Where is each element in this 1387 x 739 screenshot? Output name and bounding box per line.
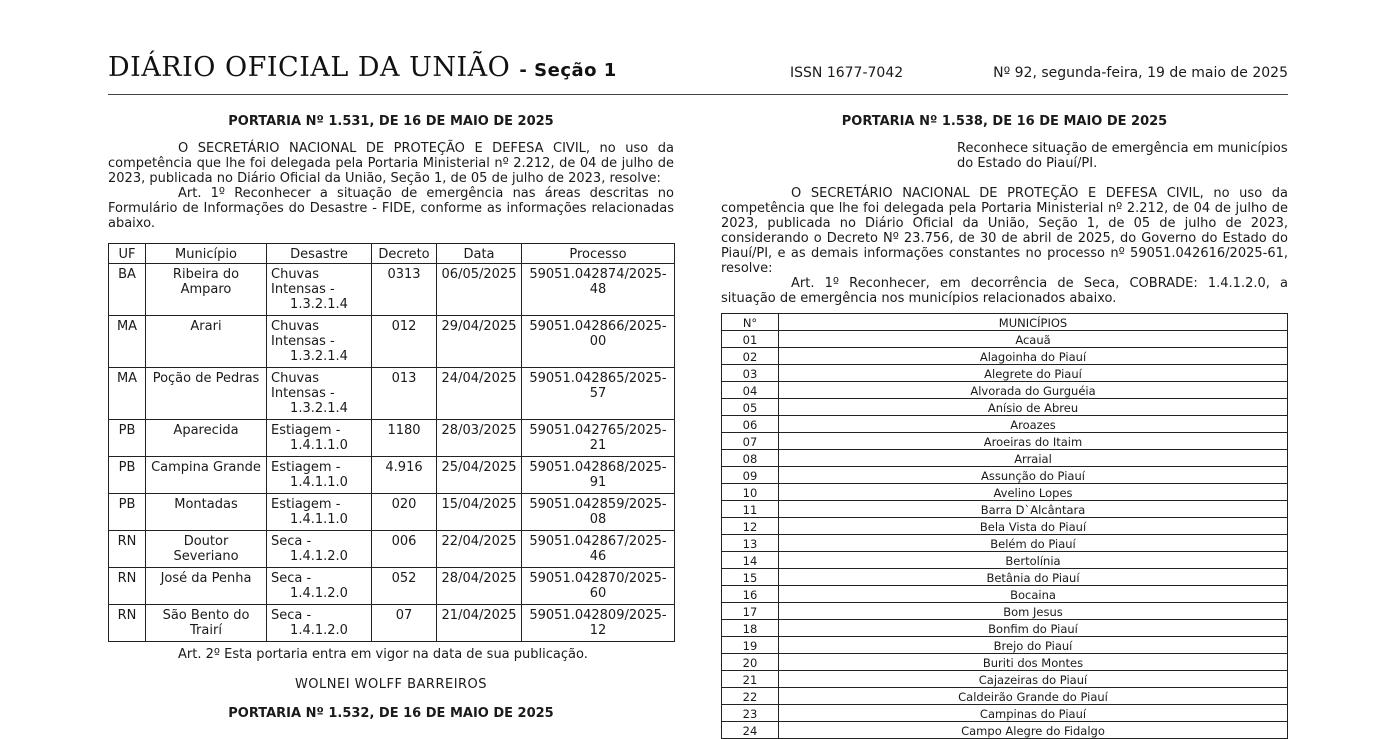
municipio-cell: Cajazeiras do Piauí xyxy=(779,671,1288,688)
left-column xyxy=(108,114,674,733)
municipio-cell: Aroazes xyxy=(779,416,1288,433)
number-cell: 08 xyxy=(722,450,779,467)
table-body xyxy=(722,331,1288,739)
masthead xyxy=(108,52,1288,95)
cobrade-code: 1.4.1.2.0 xyxy=(290,586,348,601)
ementa: Reconhece situação de emergência em municípios do Estado do Piauí/PI. xyxy=(957,141,1288,171)
portaria-title: PORTARIA Nº 1.531, DE 16 DE MAIO DE 2025 xyxy=(228,114,554,129)
processo-cell: 59051.042866/2025-00 xyxy=(522,316,675,368)
uf-cell: PB xyxy=(109,494,146,531)
table-row xyxy=(109,316,675,368)
number-cell: 05 xyxy=(722,399,779,416)
municipio-cell: Arraial xyxy=(779,450,1288,467)
desastre-type: Estiagem - xyxy=(271,497,341,512)
processo-cell: 59051.042765/2025-21 xyxy=(522,420,675,457)
cobrade-code: 1.4.1.2.0 xyxy=(290,549,348,564)
municipio-cell: Barra D`Alcântara xyxy=(779,501,1288,518)
column-header: MUNICÍPIOS xyxy=(779,314,1288,331)
decreto-cell: 020 xyxy=(372,494,437,531)
municipio-cell: Betânia do Piauí xyxy=(779,569,1288,586)
cobrade-code: 1.3.2.1.4 xyxy=(290,297,348,312)
data-cell: 06/05/2025 xyxy=(437,264,522,316)
number-cell: 11 xyxy=(722,501,779,518)
number-cell: 19 xyxy=(722,637,779,654)
table-row xyxy=(722,620,1288,637)
number-cell: 15 xyxy=(722,569,779,586)
number-cell: 22 xyxy=(722,688,779,705)
number-cell: 20 xyxy=(722,654,779,671)
municipio-cell: Campina Grande xyxy=(146,457,267,494)
portaria-title: PORTARIA Nº 1.538, DE 16 DE MAIO DE 2025 xyxy=(841,114,1168,129)
cobrade-code: 1.3.2.1.4 xyxy=(290,349,348,364)
column-header: Data xyxy=(437,244,522,264)
table-row xyxy=(722,416,1288,433)
table-row xyxy=(722,382,1288,399)
number-cell: 02 xyxy=(722,348,779,365)
edition-date: Nº 92, segunda-feira, 19 de maio de 2025 xyxy=(993,65,1288,81)
table-row xyxy=(722,552,1288,569)
municipio-cell: Bocaina xyxy=(779,586,1288,603)
number-cell: 24 xyxy=(722,722,779,739)
decreto-cell: 006 xyxy=(372,531,437,568)
table-row xyxy=(109,368,675,420)
data-cell: 15/04/2025 xyxy=(437,494,522,531)
decreto-cell: 013 xyxy=(372,368,437,420)
cobrade-code: 1.4.1.1.0 xyxy=(290,475,348,490)
table-row xyxy=(109,568,675,605)
number-cell: 14 xyxy=(722,552,779,569)
table-row xyxy=(722,705,1288,722)
municipio-cell: Montadas xyxy=(146,494,267,531)
desastre-type: Seca - xyxy=(271,534,312,549)
desastre-type: Seca - xyxy=(271,608,312,623)
municipio-cell: Doutor Severiano xyxy=(146,531,267,568)
processo-cell: 59051.042859/2025-08 xyxy=(522,494,675,531)
municipio-cell: Caldeirão Grande do Piauí xyxy=(779,688,1288,705)
cobrade-code: 1.4.1.2.0 xyxy=(290,623,348,638)
decreto-cell: 012 xyxy=(372,316,437,368)
decreto-cell: 052 xyxy=(372,568,437,605)
article-1: Art. 1º Reconhecer, em decorrência de Seca, COBRADE: 1.4.1.2.0, a situação de emergência nos municípios relacionados abaixo. xyxy=(721,276,1288,306)
table-row xyxy=(722,467,1288,484)
municipio-cell: Campinas do Piauí xyxy=(779,705,1288,722)
desastre-type: Chuvas Intensas - xyxy=(271,319,335,349)
municipio-cell: Avelino Lopes xyxy=(779,484,1288,501)
table-row xyxy=(722,671,1288,688)
desastre-cell xyxy=(267,368,372,420)
table-row xyxy=(722,433,1288,450)
column-header: UF xyxy=(109,244,146,264)
cobrade-code: 1.3.2.1.4 xyxy=(290,401,348,416)
decreto-cell: 4.916 xyxy=(372,457,437,494)
processo-cell: 59051.042874/2025-48 xyxy=(522,264,675,316)
number-cell: 23 xyxy=(722,705,779,722)
number-cell: 16 xyxy=(722,586,779,603)
column-header: Decreto xyxy=(372,244,437,264)
desastre-type: Chuvas Intensas - xyxy=(271,267,335,297)
uf-cell: MA xyxy=(109,316,146,368)
table-row xyxy=(109,494,675,531)
desastre-type: Chuvas Intensas - xyxy=(271,371,335,401)
newspaper-title: DIÁRIO OFICIAL DA UNIÃO xyxy=(108,52,511,83)
number-cell: 06 xyxy=(722,416,779,433)
municipio-cell: Ribeira do Amparo xyxy=(146,264,267,316)
column-header: Desastre xyxy=(267,244,372,264)
table-row xyxy=(722,450,1288,467)
desastre-cell xyxy=(267,605,372,642)
issn: ISSN 1677-7042 xyxy=(790,65,904,81)
municipio-cell: Acauã xyxy=(779,331,1288,348)
uf-cell: BA xyxy=(109,264,146,316)
municipio-cell: Poção de Pedras xyxy=(146,368,267,420)
preamble: O SECRETÁRIO NACIONAL DE PROTEÇÃO E DEFESA CIVIL, no uso da competência que lhe foi delegada pela Portaria Ministerial nº 2.212, de 04 de julho de 2023, publicada no Diário Oficial da União, Seção 1, de 05 de julho de 2023, considerando o Decreto Nº 23.756, de 30 de abril de 2025, do Governo do Estado do Piauí/PI, e as demais informações constantes no processo nº 59051.042616/2025-61, resolve: xyxy=(721,186,1288,276)
table-row xyxy=(722,501,1288,518)
desastre-cell xyxy=(267,264,372,316)
number-cell: 10 xyxy=(722,484,779,501)
desastre-cell xyxy=(267,316,372,368)
desastre-type: Estiagem - xyxy=(271,460,341,475)
table-row xyxy=(722,637,1288,654)
number-cell: 03 xyxy=(722,365,779,382)
data-cell: 28/03/2025 xyxy=(437,420,522,457)
preamble: O SECRETÁRIO NACIONAL DE PROTEÇÃO E DEFESA CIVIL, no uso da competência que lhe foi delegada pela Portaria Ministerial nº 2.212, de 04 de julho de 2023, publicada no Diário Oficial da União, Seção 1, de 05 de julho de 2023, resolve: xyxy=(108,141,674,186)
table-row xyxy=(722,518,1288,535)
uf-cell: RN xyxy=(109,568,146,605)
table-row xyxy=(722,569,1288,586)
municipio-cell: Campo Alegre do Fidalgo xyxy=(779,722,1288,739)
article-2: Art. 2º Esta portaria entra em vigor na data de sua publicação. xyxy=(178,647,588,662)
number-cell: 17 xyxy=(722,603,779,620)
table-row xyxy=(109,531,675,568)
cobrade-code: 1.4.1.1.0 xyxy=(290,438,348,453)
number-cell: 21 xyxy=(722,671,779,688)
municipio-cell: Anísio de Abreu xyxy=(779,399,1288,416)
desastre-cell xyxy=(267,531,372,568)
municipio-cell: Bom Jesus xyxy=(779,603,1288,620)
data-cell: 22/04/2025 xyxy=(437,531,522,568)
number-cell: 07 xyxy=(722,433,779,450)
section-label: - Seção 1 xyxy=(519,60,617,81)
table-header-row xyxy=(722,314,1288,331)
municipio-cell: Aparecida xyxy=(146,420,267,457)
number-cell: 01 xyxy=(722,331,779,348)
column-header: Processo xyxy=(522,244,675,264)
desastre-cell xyxy=(267,568,372,605)
table-row xyxy=(722,535,1288,552)
table-row xyxy=(722,365,1288,382)
municipio-cell: Assunção do Piauí xyxy=(779,467,1288,484)
municipios-table xyxy=(721,313,1288,739)
uf-cell: MA xyxy=(109,368,146,420)
table-row xyxy=(722,484,1288,501)
municipio-cell: Bertolínia xyxy=(779,552,1288,569)
desastre-cell xyxy=(267,494,372,531)
table-row xyxy=(722,348,1288,365)
signer-name: WOLNEI WOLFF BARREIROS xyxy=(294,677,488,692)
table-row xyxy=(109,264,675,316)
number-cell: 09 xyxy=(722,467,779,484)
table-row xyxy=(722,331,1288,348)
municipio-cell: Alvorada do Gurguéia xyxy=(779,382,1288,399)
desastre-cell xyxy=(267,457,372,494)
data-cell: 24/04/2025 xyxy=(437,368,522,420)
uf-cell: PB xyxy=(109,457,146,494)
municipio-cell: José da Penha xyxy=(146,568,267,605)
table-row xyxy=(722,586,1288,603)
table-row xyxy=(722,603,1288,620)
municipio-cell: Belém do Piauí xyxy=(779,535,1288,552)
processo-cell: 59051.042809/2025-12 xyxy=(522,605,675,642)
municipio-cell: Bela Vista do Piauí xyxy=(779,518,1288,535)
municipio-cell: Brejo do Piauí xyxy=(779,637,1288,654)
right-column xyxy=(721,114,1288,739)
column-header: N° xyxy=(722,314,779,331)
table-row xyxy=(109,605,675,642)
decreto-cell: 0313 xyxy=(372,264,437,316)
uf-cell: RN xyxy=(109,605,146,642)
data-cell: 29/04/2025 xyxy=(437,316,522,368)
number-cell: 13 xyxy=(722,535,779,552)
data-cell: 28/04/2025 xyxy=(437,568,522,605)
desastre-cell xyxy=(267,420,372,457)
uf-cell: PB xyxy=(109,420,146,457)
number-cell: 18 xyxy=(722,620,779,637)
table-body xyxy=(109,264,675,642)
number-cell: 12 xyxy=(722,518,779,535)
desastre-type: Estiagem - xyxy=(271,423,341,438)
municipio-cell: Arari xyxy=(146,316,267,368)
table-row xyxy=(722,722,1288,739)
processo-cell: 59051.042870/2025-60 xyxy=(522,568,675,605)
municipio-cell: Alagoinha do Piauí xyxy=(779,348,1288,365)
municipio-cell: Bonfim do Piauí xyxy=(779,620,1288,637)
table-row xyxy=(722,688,1288,705)
number-cell: 04 xyxy=(722,382,779,399)
municipio-cell: Buriti dos Montes xyxy=(779,654,1288,671)
column-header: Município xyxy=(146,244,267,264)
data-cell: 21/04/2025 xyxy=(437,605,522,642)
next-portaria-title: PORTARIA Nº 1.532, DE 16 DE MAIO DE 2025 xyxy=(228,706,554,721)
municipio-cell: Aroeiras do Itaim xyxy=(779,433,1288,450)
processo-cell: 59051.042867/2025-46 xyxy=(522,531,675,568)
emergency-table xyxy=(108,243,675,642)
decreto-cell: 1180 xyxy=(372,420,437,457)
decreto-cell: 07 xyxy=(372,605,437,642)
municipio-cell: São Bento do Trairí xyxy=(146,605,267,642)
processo-cell: 59051.042868/2025-91 xyxy=(522,457,675,494)
article-1: Art. 1º Reconhecer a situação de emergência nas áreas descritas no Formulário de Informações do Desastre - FIDE, conforme as informações relacionadas abaixo. xyxy=(108,186,674,231)
table-header-row xyxy=(109,244,675,264)
data-cell: 25/04/2025 xyxy=(437,457,522,494)
table-row xyxy=(722,654,1288,671)
table-row xyxy=(109,457,675,494)
table-row xyxy=(109,420,675,457)
processo-cell: 59051.042865/2025-57 xyxy=(522,368,675,420)
cobrade-code: 1.4.1.1.0 xyxy=(290,512,348,527)
uf-cell: RN xyxy=(109,531,146,568)
masthead-title xyxy=(108,52,617,83)
desastre-type: Seca - xyxy=(271,571,312,586)
table-row xyxy=(722,399,1288,416)
municipio-cell: Alegrete do Piauí xyxy=(779,365,1288,382)
